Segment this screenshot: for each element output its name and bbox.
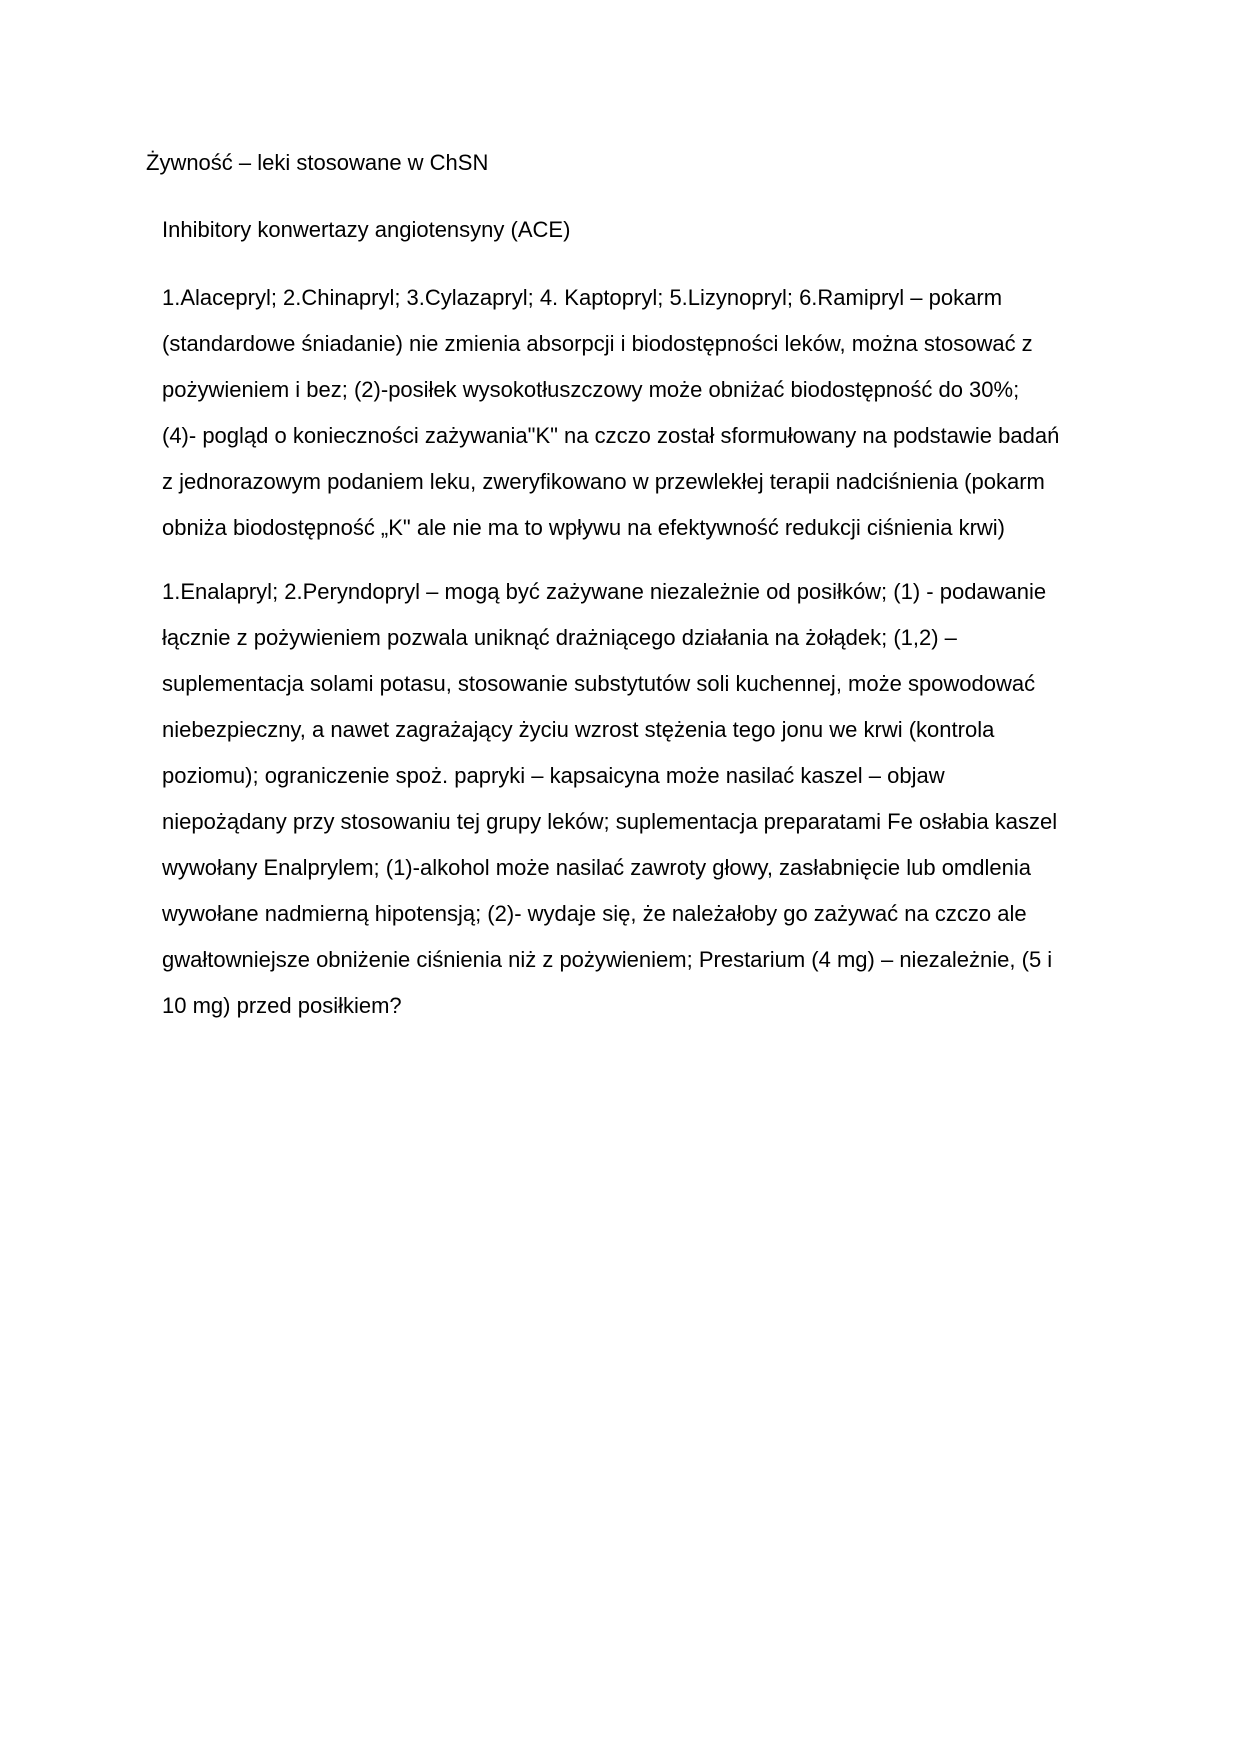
paragraph-line: pożywieniem i bez; (2)-posiłek wysokotłuszczowy może obniżać biodostępność do 30%; [162, 377, 1020, 402]
paragraph-line: niebezpieczny, a nawet zagrażający życiu wzrost stężenia tego jonu we krwi (kontrola [162, 717, 995, 742]
paragraph-line: wywołane nadmierną hipotensją; (2)- wydaje się, że należałoby go zażywać na czczo ale [162, 901, 1027, 926]
paragraph-line: 10 mg) przed posiłkiem? [162, 993, 402, 1018]
paragraph-line: (4)- pogląd o konieczności zażywania"K" na czczo został sformułowany na podstawie badań [162, 423, 1060, 448]
paragraph-line: 1.Enalapryl; 2.Peryndopryl – mogą być zażywane niezależnie od posiłków; (1) - podawanie [162, 579, 1047, 604]
paragraph-line: z jednorazowym podaniem leku, zweryfikowano w przewlekłej terapii nadciśnienia (pokarm [162, 469, 1045, 494]
paragraph-line: wywołany Enalprylem; (1)-alkohol może nasilać zawroty głowy, zasłabnięcie lub omdlenia [162, 855, 1031, 880]
paragraph-line: gwałtowniejsze obniżenie ciśnienia niż z pożywieniem; Prestarium (4 mg) – niezależnie, (5 i [162, 947, 1053, 972]
section-heading: Inhibitory konwertazy angiotensyny (ACE) [162, 217, 571, 242]
paragraph-line: poziomu); ograniczenie spoż. papryki – kapsaicyna może nasilać kaszel – objaw [162, 763, 945, 788]
document-title: Żywność – leki stosowane w ChSN [146, 150, 489, 175]
paragraph-ace-group-1 [162, 283, 1102, 559]
paragraph-line: 1.Alacepryl; 2.Chinapryl; 3.Cylazapryl; 4. Kaptopryl; 5.Lizynopryl; 6.Ramipryl – pokarm [162, 285, 1003, 310]
paragraph-line: niepożądany przy stosowaniu tej grupy leków; suplementacja preparatami Fe osłabia kaszel [162, 809, 1058, 834]
paragraph-line: obniża biodostępność „K" ale nie ma to wpływu na efektywność redukcji ciśnienia krwi) [162, 515, 1005, 540]
paragraph-line: (standardowe śniadanie) nie zmienia absorpcji i biodostępności leków, można stosować z [162, 331, 1033, 356]
paragraph-line: suplementacja solami potasu, stosowanie substytutów soli kuchennej, może spowodować [162, 671, 1036, 696]
paragraph-line: łącznie z pożywieniem pozwala uniknąć drażniącego działania na żołądek; (1,2) – [162, 625, 957, 650]
paragraph-ace-group-2 [162, 577, 1102, 1037]
